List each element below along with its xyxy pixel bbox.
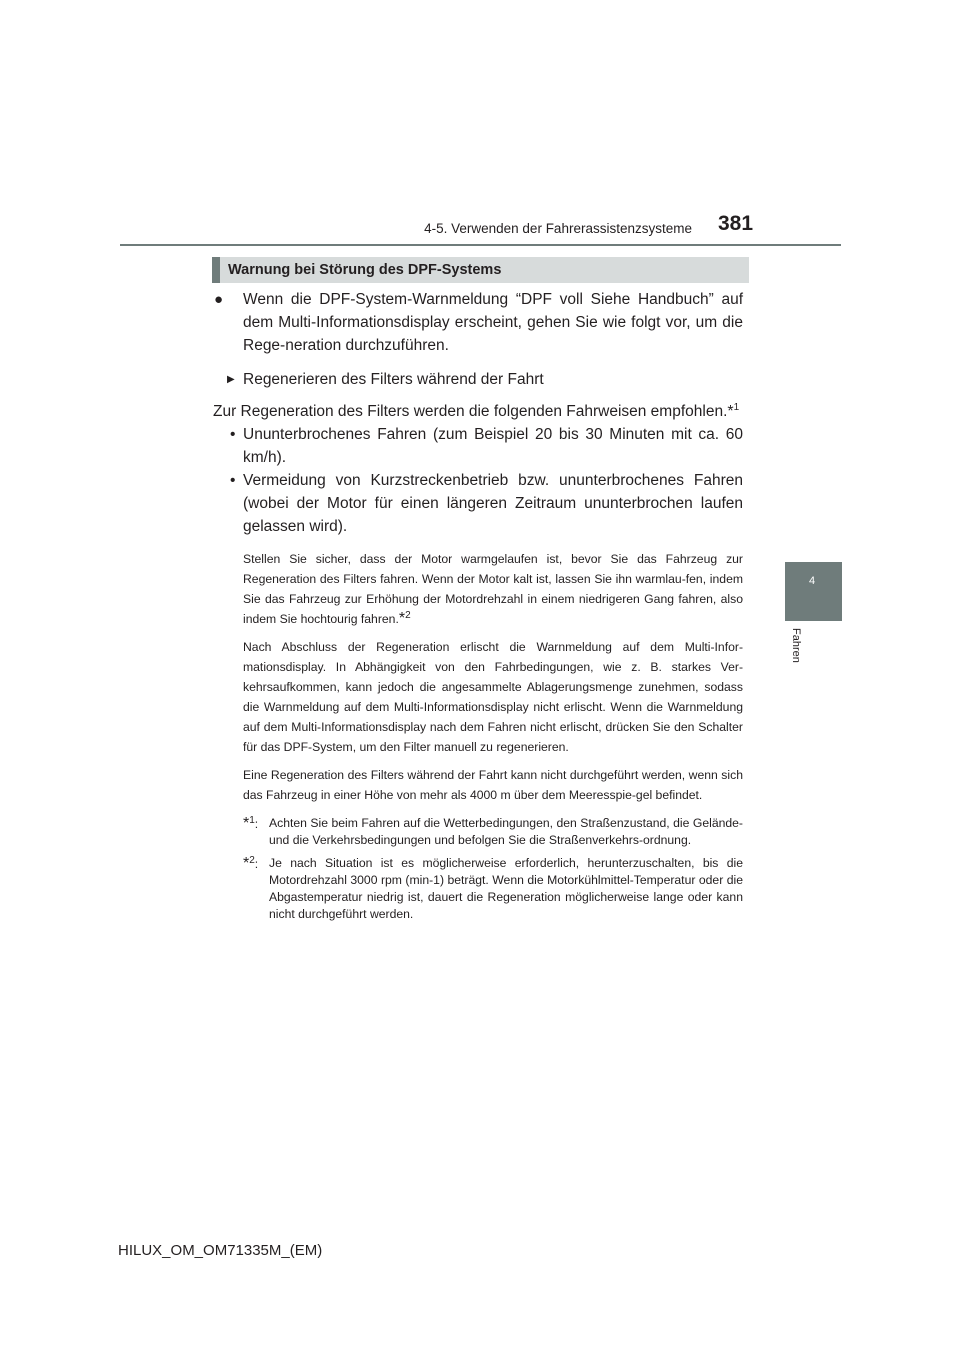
list-bullet: • <box>230 426 236 443</box>
footnote-ref-star: * <box>727 403 734 420</box>
bullet-text: Wenn die DPF-System-Warnmeldung “DPF voll Siehe Handbuch” auf dem Multi-Informationsdisplay erscheint, gehen Sie wie folgt vor, um die Rege-neration durchzuführen. <box>243 291 743 354</box>
note-paragraph <box>213 637 743 757</box>
header-section-title: 4-5. Verwenden der Fahrerassistenzsysteme <box>424 221 692 236</box>
list-item <box>213 469 743 538</box>
page-content <box>213 288 743 923</box>
note-paragraph <box>213 549 743 629</box>
footnote-ref-number: 1 <box>733 401 740 413</box>
footnote-text: Achten Sie beim Fahren auf die Wetterbedingungen, den Straßenzustand, die Gelände- und die Verkehrsbedingungen und befolgen Sie die Straßenverkehrs-ordnung. <box>269 816 743 847</box>
footnote-ref-star: * <box>398 610 406 627</box>
footer-document-code: HILUX_OM_OM71335M_(EM) <box>118 1242 323 1259</box>
footnote-text: Je nach Situation ist es möglicherweise erforderlich, herunterzuschalten, bis die Motordrehzahl 3000 rpm (min-1) beträgt. Wenn die Motorkühlmittel-Temperatur oder die Abgastemperatur niedrig ist, dauert die Regeneration möglicherweise lange oder kann nicht durchgeführt werden. <box>269 856 743 921</box>
section-title: Warnung bei Störung des DPF-Systems <box>228 262 502 278</box>
sub-heading-text: Regenerieren des Filters während der Fahrt <box>243 371 544 388</box>
intro-paragraph <box>213 400 743 423</box>
footnote <box>213 815 743 849</box>
intro-text: Zur Regeneration des Filters werden die folgenden Fahrweisen empfohlen. <box>213 403 728 420</box>
bullet-paragraph <box>213 288 743 357</box>
footnote-marker: *$^1$: <box>243 814 259 832</box>
note-text: Stellen Sie sicher, dass der Motor warmgelaufen ist, bevor Sie das Fahrzeug zur Regeneration des Filters fahren. Wenn der Motor kalt ist, lassen Sie ihn warmlau-fen, indem Sie das Fahrzeug zur Erhöhung der Motordrehzahl in einem niedrigeren Gang fahren, also indem Sie hochtourig fahren. <box>243 552 743 626</box>
footnote-ref-number: 2 <box>405 609 411 621</box>
triangle-marker-icon: ▶ <box>227 374 235 385</box>
list-item <box>213 423 743 469</box>
chapter-number: 4 <box>809 575 816 587</box>
footnote <box>213 855 743 923</box>
chapter-tab <box>785 562 842 621</box>
sub-heading <box>213 368 743 391</box>
list-item-text: Ununterbrochenes Fahren (zum Beispiel 20 bis 30 Minuten mit ca. 60 km/h). <box>243 426 743 466</box>
bullet-marker: ● <box>214 291 224 308</box>
page-number: 381 <box>718 212 754 235</box>
note-text: Nach Abschluss der Regeneration erlischt die Warnmeldung auf dem Multi-Infor-mationsdisplay. In Abhängigkeit von den Fahrbedingungen, wie z. B. starkes Ver-kehrsaufkommen, kann jedoch die angesammelte Ablagerungsmenge zunehmen, sodass die Warnmeldung auf dem Multi-Informationsdisplay nicht erlischt. Wenn die Warnmeldung auf dem Multi-Informationsdisplay nach dem Fahren nicht erlischt, drücken Sie den Schalter für das DPF-System, um den Filter manuell zu regenerieren. <box>243 640 743 754</box>
chapter-label: Fahren <box>790 628 802 663</box>
note-text: Eine Regeneration des Filters während der Fahrt kann nicht durchgeführt werden, wenn sich das Fahrzeug in einer Höhe von mehr als 4000 m über dem Meeresspie-gel befindet. <box>243 768 743 802</box>
section-title-bar <box>212 257 749 283</box>
header-divider <box>120 244 841 246</box>
list-bullet: • <box>230 472 236 489</box>
note-paragraph <box>213 765 743 805</box>
footnote-marker: *$^2$: <box>243 854 259 872</box>
list-item-text: Vermeidung von Kurzstreckenbetrieb bzw. ununterbrochenes Fahren (wobei der Motor für einen längeren Zeitraum ununterbrochen laufen gelassen wird). <box>243 472 743 535</box>
